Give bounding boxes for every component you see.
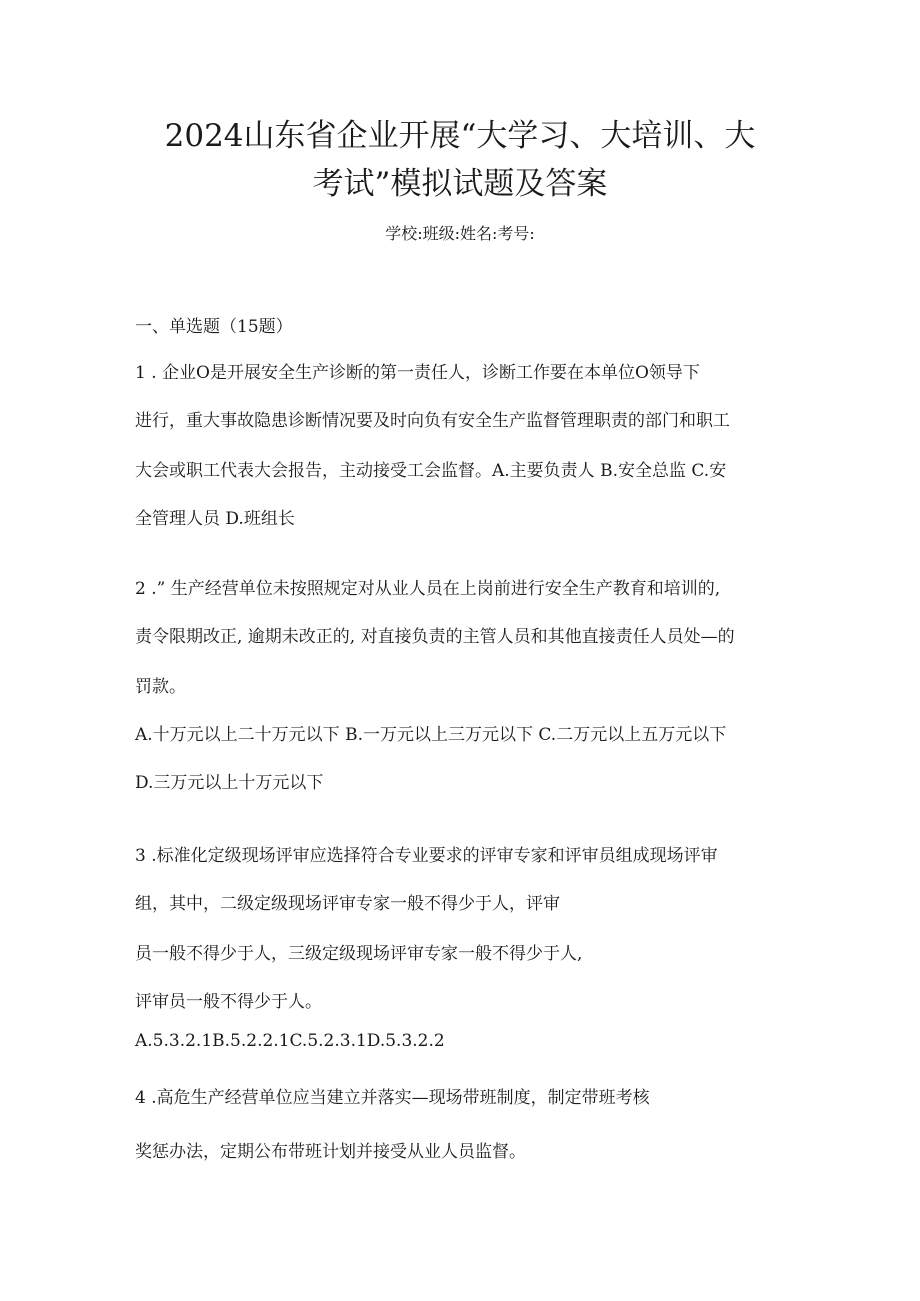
question-3-line-1: 3 .标准化定级现场评审应选择符合专业要求的评审专家和评审员组成现场评审 [135,846,718,866]
question-1-line-3: 大会或职工代表大会报告，主动接受工会监督。A.主要负责人 B.安全总监 C.安 [135,461,727,481]
document-title-line-1: 2024山东省企业开展“大学习、大培训、大 [164,118,756,154]
question-3-options: A.5.3.2.1B.5.2.2.1C.5.2.3.1D.5.3.2.2 [135,1031,445,1051]
question-4-line-1: 4 .高危生产经营单位应当建立并落实—现场带班制度，制定带班考核 [135,1088,650,1108]
question-2-options-cont: D.三万元以上十万元以下 [135,773,324,793]
question-2-options: A.十万元以上二十万元以下 B.一万元以上三万元以下 C.二万元以上五万元以下 [135,725,727,745]
student-info-line: 学校:班级:姓名:考号: [385,224,535,243]
question-2-line-1: 2 .” 生产经营单位未按照规定对从业人员在上岗前进行安全生产教育和培训的, [135,579,721,599]
question-1-line-2: 进行，重大事故隐患诊断情况要及时向负有安全生产监督管理职责的部门和职工 [135,411,730,431]
question-2-line-2: 责令限期改正, 逾期未改正的, 对直接负责的主管人员和其他直接责任人员处—的 [135,627,735,647]
question-3-line-2: 组，其中，二级定级现场评审专家一般不得少于人，评审 [135,894,560,914]
question-1-line-1: 1 . 企业O是开展安全生产诊断的第一责任人，诊断工作要在本单位O领导下 [135,363,700,383]
question-2-line-3: 罚款。 [135,677,186,697]
question-3-line-4: 评审员一般不得少于人。 [135,992,322,1012]
question-3-line-3: 员一般不得少于人，三级定级现场评审专家一般不得少于人, [135,944,583,964]
section-heading: 一、单选题（15题） [135,317,293,337]
question-4-line-2: 奖惩办法，定期公布带班计划并接受从业人员监督。 [135,1142,526,1162]
question-1-line-4: 全管理人员 D.班组长 [135,509,295,529]
document-title-line-2: 考试”模拟试题及答案 [312,166,608,202]
